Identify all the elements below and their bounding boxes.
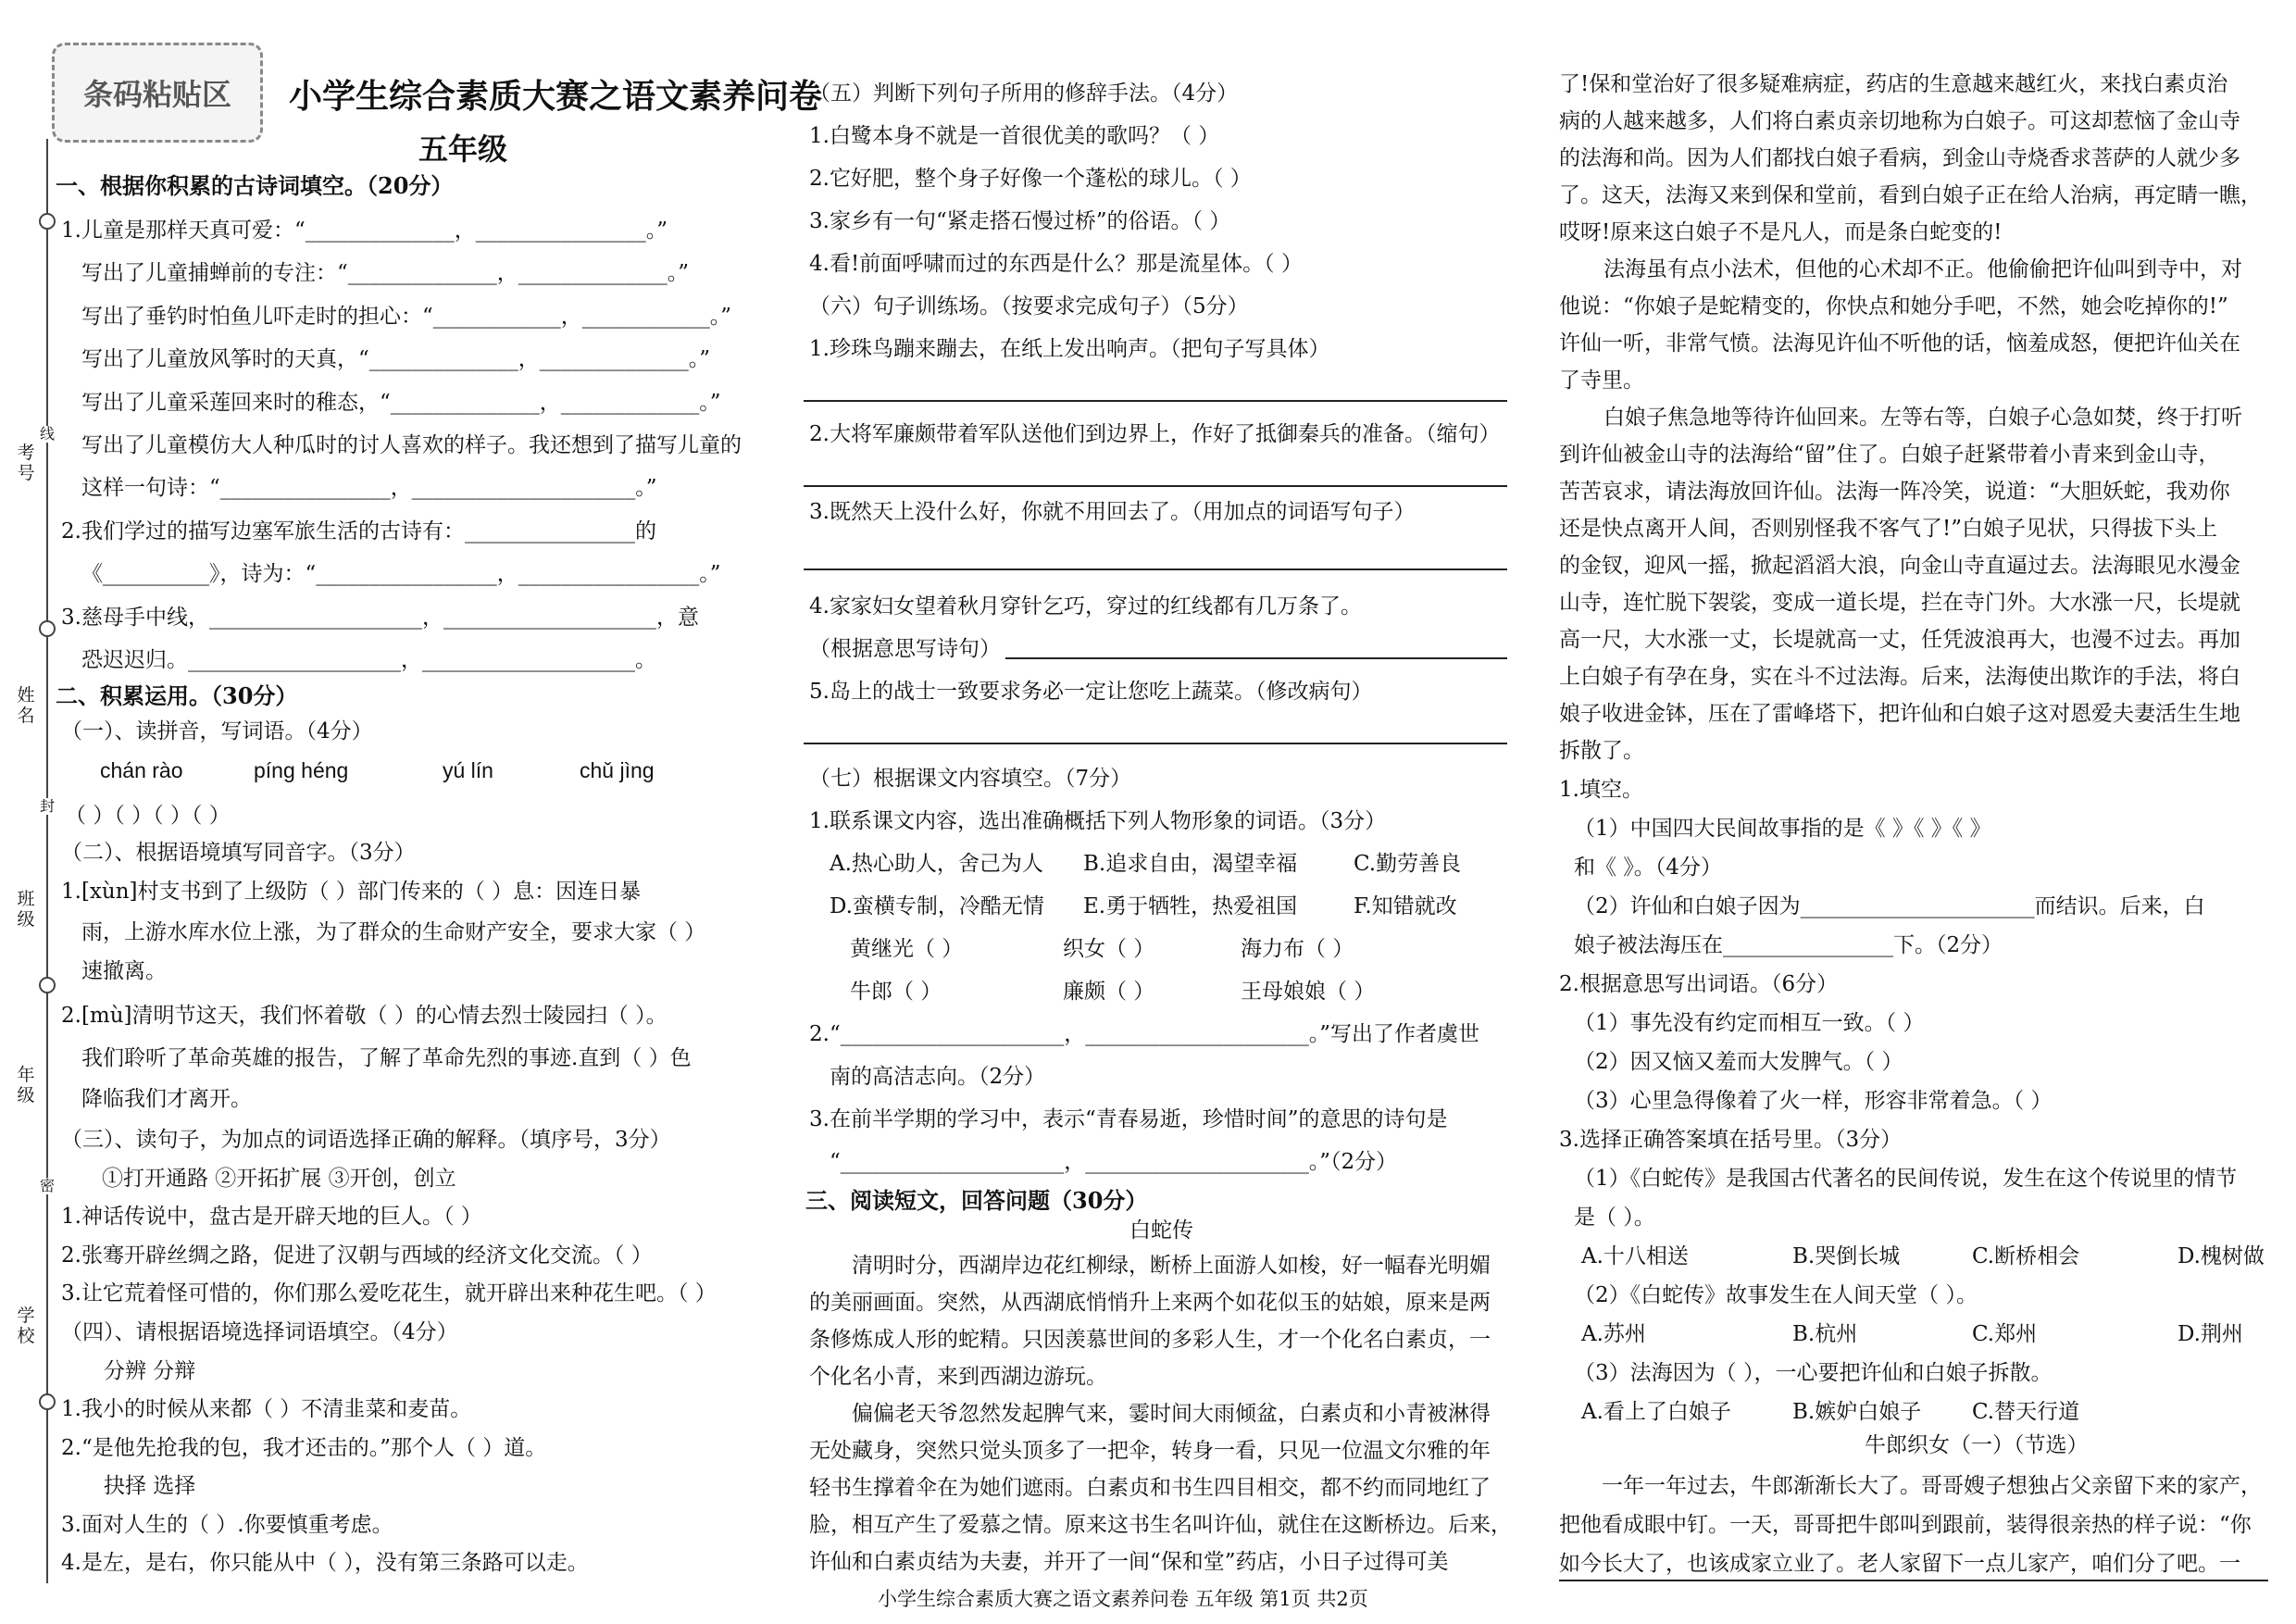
question-line: 3.让它荒着怪可惜的，你们那么爱吃花生，就开辟出来种花生吧。（ ） bbox=[61, 1281, 717, 1305]
passage-title: 牛郎织女（一）（节选） bbox=[1865, 1433, 2089, 1457]
subsection-heading: （二）、根据语境填写同音字。（3分） bbox=[61, 841, 416, 865]
binding-mark-line: 线 bbox=[40, 425, 56, 443]
subsection-heading: （六）句子训练场。（按要求完成句子）（5分） bbox=[809, 294, 1249, 319]
answer-line[interactable] bbox=[804, 400, 1507, 402]
question-line: 5.岛上的战士一致要求务必一定让您吃上蔬菜。（修改病句） bbox=[809, 680, 1373, 704]
option: D.蛮横专制，冷酷无情 bbox=[830, 894, 1044, 918]
passage-line: 无处藏身，突然只觉头顶多了一把伞，转身一看，只见一位温文尔雅的年 bbox=[809, 1439, 1491, 1463]
passage-line: 法海虽有点小法术，但他的心术却不正。他偷偷把许仙叫到寺中，对 bbox=[1603, 257, 2242, 281]
character-blank: 王母娘娘（ ） bbox=[1241, 980, 1376, 1004]
passage-line: 他说：“你娘子是蛇精变的，你快点和她分手吧，不然，她会吃掉你的!” bbox=[1559, 294, 2228, 319]
pinyin: píng héng bbox=[254, 758, 349, 782]
passage-line: 的金钗，迎风一摇，掀起滔滔大浪，向金山寺直逼过去。法海眼见水漫金 bbox=[1559, 554, 2240, 578]
question-line: 我们聆听了革命英雄的报告，了解了革命先烈的事迹.直到（ ）色 bbox=[81, 1046, 692, 1070]
question-line: 1.珍珠鸟蹦来蹦去，在纸上发出响声。（把句子写具体） bbox=[809, 337, 1330, 361]
question-line: （1）中国四大民间故事指的是《 》《 》《 》 bbox=[1574, 817, 1991, 841]
question-line: 1.填空。 bbox=[1559, 778, 1643, 802]
question-line: 3.慈母手中线，____________________，____________________，意 bbox=[61, 606, 699, 630]
passage-line: 条修炼成人形的蛇精。只因羡慕世间的多彩人生，才一个化名白素贞，一 bbox=[809, 1328, 1491, 1352]
binding-hole bbox=[39, 213, 56, 230]
option-line: ①打开通路 ②开拓扩展 ③开创，创立 bbox=[102, 1167, 456, 1191]
binding-line bbox=[46, 139, 48, 1583]
binding-mark-secret: 密 bbox=[40, 1177, 56, 1194]
character-blank: 黄继光（ ） bbox=[850, 937, 964, 961]
option: E.勇于牺牲，热爱祖国 bbox=[1083, 894, 1298, 918]
barcode-label: 条码粘贴区 bbox=[82, 77, 231, 112]
passage-line: 高一尺，大水涨一丈，长堤就高一丈，任凭波浪再大，也漫不过去。再加 bbox=[1559, 628, 2240, 652]
passage-line: 许仙和白素贞结为夫妻，并开了一间“保和堂”药店，小日子过得可美 bbox=[809, 1550, 1449, 1574]
passage-line: 如今长大了，也该成家立业了。老人家留下一点儿家产，咱们分了吧。一 bbox=[1559, 1552, 2240, 1576]
grade-label: 五年级 bbox=[418, 131, 508, 167]
question-line: 写出了垂钓时怕鱼儿吓走时的担心：“____________，____________。” bbox=[81, 305, 732, 329]
passage-line: 一年一年过去，牛郎渐渐长大了。哥哥嫂子想独占父亲留下来的家产， bbox=[1602, 1474, 2262, 1498]
question-line: 写出了儿童捕蝉前的专注：“______________，______________。” bbox=[81, 261, 690, 285]
passage-line: 脸，相互产生了爱慕之情。原来这书生名叫许仙，就住在这断桥边。后来， bbox=[809, 1513, 1512, 1537]
binding-hole bbox=[39, 620, 56, 637]
option: C.郑州 bbox=[1972, 1322, 2038, 1346]
pinyin: chán rào bbox=[100, 758, 183, 782]
option: D.槐树做 bbox=[2177, 1244, 2265, 1268]
question-line: 3.家乡有一句“紧走搭石慢过桥”的俗语。（ ） bbox=[809, 209, 1231, 233]
question-line: 2.它好肥，整个身子好像一个蓬松的球儿。（ ） bbox=[809, 167, 1252, 191]
section-heading: 三、阅读短文，回答问题（30分） bbox=[805, 1187, 1148, 1214]
page-title: 小学生综合素质大赛之语文素养问卷 bbox=[289, 78, 823, 116]
option: B.嫉妒白娘子 bbox=[1792, 1400, 1922, 1424]
answer-brackets: （ ）（ ）（ ）（ ） bbox=[65, 804, 231, 828]
passage-line: 了!保和堂治好了很多疑难病症，药店的生意越来越红火，来找白素贞治 bbox=[1559, 72, 2228, 96]
passage-line: 苦苦哀求，请法海放回许仙。法海一阵冷笑，说道：“大胆妖蛇，我劝你 bbox=[1559, 480, 2230, 504]
binding-label-school: 学校 bbox=[17, 1305, 35, 1346]
answer-line[interactable] bbox=[1005, 657, 1507, 659]
question-line: 雨，上游水库水位上涨，为了群众的生命财产安全，要求大家（ ） bbox=[81, 920, 706, 944]
passage-title: 白蛇传 bbox=[1129, 1218, 1193, 1243]
question-line: 3.选择正确答案填在括号里。（3分） bbox=[1559, 1128, 1903, 1152]
option: A.十八相送 bbox=[1581, 1244, 1689, 1268]
section-heading: 二、积累运用。（30分） bbox=[56, 682, 298, 709]
option: B.追求自由，渴望幸福 bbox=[1083, 852, 1298, 876]
question-line: 3.在前半学期的学习中，表示“青春易逝，珍惜时间”的意思的诗句是 bbox=[809, 1107, 1448, 1131]
question-line: 2.[mù]清明节这天，我们怀着敬（ ）的心情去烈士陵园扫（ ）。 bbox=[61, 1004, 668, 1028]
subsection-heading: （五）判断下列句子所用的修辞手法。（4分） bbox=[809, 81, 1239, 106]
option: C.断桥相会 bbox=[1972, 1244, 2080, 1268]
pinyin: yú lín bbox=[443, 758, 493, 782]
passage-line: 轻书生撑着伞在为她们遮雨。白素贞和书生四目相交，都不约而同地红了 bbox=[809, 1476, 1491, 1500]
character-blank: 海力布（ ） bbox=[1241, 937, 1354, 961]
binding-label-class: 班级 bbox=[17, 889, 35, 930]
subsection-heading: （三）、读句子，为加点的词语选择正确的解释。（填序号，3分） bbox=[61, 1128, 671, 1152]
question-line: 恐迟迟归。____________________，____________________。 bbox=[81, 648, 656, 672]
passage-line: 许仙一听，非常气愤。法海见许仙不听他的话，恼羞成怒，便把许仙关在 bbox=[1559, 331, 2240, 356]
question-line: 和《 》。（4分） bbox=[1574, 856, 1722, 880]
question-line: （2）许仙和白娘子因为______________________而结识。后来，白 bbox=[1574, 894, 2205, 918]
passage-line: 的法海和尚。因为人们都找白娘子看病，到金山寺烧香求菩萨的人就少多 bbox=[1559, 146, 2240, 170]
option: A.热心助人，舍己为人 bbox=[830, 852, 1043, 876]
section-heading: 一、根据你积累的古诗词填空。（20分） bbox=[56, 172, 454, 199]
question-line: 是（ ）。 bbox=[1574, 1206, 1655, 1230]
passage-line: 哎呀!原来这白娘子不是凡人，而是条白蛇变的! bbox=[1559, 220, 2003, 244]
option: F.知错就改 bbox=[1354, 894, 1457, 918]
question-line: 降临我们才离开。 bbox=[81, 1087, 252, 1111]
option: A.苏州 bbox=[1581, 1322, 1646, 1346]
binding-hole bbox=[39, 1393, 56, 1410]
passage-line: 上白娘子有孕在身，实在斗不过法海。后来，法海使出欺诈的手法，将白 bbox=[1559, 665, 2240, 689]
question-line: 1.[xùn]村支书到了上级防（ ）部门传来的（ ）息：因连日暴 bbox=[61, 880, 642, 904]
question-line: 1.联系课文内容，选出准确概括下列人物形象的词语。（3分） bbox=[809, 809, 1387, 833]
question-line: 南的高洁志向。（2分） bbox=[830, 1065, 1046, 1089]
answer-line[interactable] bbox=[804, 743, 1507, 744]
character-blank: 织女（ ） bbox=[1063, 937, 1155, 961]
option: D.荆州 bbox=[2177, 1322, 2243, 1346]
passage-line: 了寺里。 bbox=[1559, 369, 1644, 393]
answer-line[interactable] bbox=[804, 485, 1507, 487]
binding-hole bbox=[39, 977, 56, 993]
question-line: 4.看!前面呼啸而过的东西是什么？那是流星体。（ ） bbox=[809, 252, 1303, 276]
option: C.替天行道 bbox=[1972, 1400, 2080, 1424]
passage-line: 病的人越来越多，人们将白素贞亲切地称为白娘子。可这却惹恼了金山寺 bbox=[1559, 109, 2240, 133]
page-footer: 小学生综合素质大赛之语文素养问卷 五年级 第1页 共2页 bbox=[878, 1588, 1368, 1610]
passage-line: 拆散了。 bbox=[1559, 739, 1644, 763]
subsection-heading: （四）、请根据语境选择词语填空。（4分） bbox=[61, 1320, 458, 1344]
binding-mark-seal: 封 bbox=[40, 797, 56, 815]
answer-line[interactable] bbox=[804, 568, 1507, 570]
question-line: 3.面对人生的（ ）.你要慎重考虑。 bbox=[61, 1513, 393, 1537]
question-line: 《__________》，诗为：“_________________，_________________。” bbox=[81, 562, 721, 586]
question-line: 写出了儿童采莲回来时的稚态，“______________，_____________。” bbox=[81, 391, 721, 415]
binding-label-name: 姓名 bbox=[17, 685, 35, 726]
passage-line: 个化名小青，来到西湖边游玩。 bbox=[809, 1365, 1107, 1389]
barcode-area bbox=[52, 43, 263, 143]
question-line: 1.我小的时候从来都（ ）不清韭菜和麦苗。 bbox=[61, 1397, 472, 1421]
question-line: 1.神话传说中，盘古是开辟天地的巨人。（ ） bbox=[61, 1205, 482, 1229]
passage-line: 白娘子焦急地等待许仙回来。左等右等，白娘子心急如焚，终于打听 bbox=[1603, 406, 2242, 430]
question-line: 写出了儿童放风筝时的天真，“______________，______________。” bbox=[81, 347, 711, 371]
binding-label-grade: 年级 bbox=[17, 1065, 35, 1106]
character-blank: 牛郎（ ） bbox=[850, 980, 942, 1004]
question-line: 2.“是他先抢我的包，我才还击的。”那个人（ ）道。 bbox=[61, 1436, 547, 1460]
question-line: （2）《白蛇传》故事发生在人间天堂（ ）。 bbox=[1574, 1283, 1978, 1307]
question-line: 1.白鹭本身不就是一首很优美的歌吗？（ ） bbox=[809, 124, 1220, 148]
question-line: 2.我们学过的描写边塞军旅生活的古诗有：________________的 bbox=[61, 519, 656, 543]
question-line: 4.是左，是右，你只能从中（ ），没有第三条路可以走。 bbox=[61, 1551, 589, 1575]
option: A.看上了白娘子 bbox=[1581, 1400, 1731, 1424]
subsection-heading: （一）、读拼音，写词语。（4分） bbox=[61, 719, 373, 743]
character-blank: 廉颇（ ） bbox=[1063, 980, 1155, 1004]
question-line: （3）心里急得像着了火一样，形容非常着急。（ ） bbox=[1574, 1089, 2053, 1113]
question-line: （3）法海因为（ ），一心要把许仙和白娘子拆散。 bbox=[1574, 1361, 2053, 1385]
question-line: “_____________________，_____________________。”（2分） bbox=[830, 1150, 1398, 1174]
passage-line: 把他看成眼中钉。一天，哥哥把牛郎叫到跟前，装得很亲热的样子说：“你 bbox=[1559, 1513, 2252, 1537]
option: C.勤劳善良 bbox=[1354, 852, 1462, 876]
option: B.哭倒长城 bbox=[1792, 1244, 1901, 1268]
subsection-heading: （七）根据课文内容填空。（7分） bbox=[809, 767, 1132, 791]
question-line: （1）《白蛇传》是我国古代著名的民间传说，发生在这个传说里的情节 bbox=[1574, 1167, 2238, 1191]
question-line: 1.儿童是那样天真可爱：“______________，________________。” bbox=[61, 219, 668, 243]
passage-line: 还是快点离开人间，否则别怪我不客气了!”白娘子见状，只得拔下头上 bbox=[1559, 517, 2218, 541]
question-line: 2.“_____________________，_____________________。”写出了作者虞世 bbox=[809, 1022, 1479, 1046]
question-line: 2.张骞开辟丝绸之路，促进了汉朝与西域的经济文化交流。（ ） bbox=[61, 1243, 653, 1268]
question-line: （1）事先没有约定而相互一致。（ ） bbox=[1574, 1011, 1925, 1035]
pinyin: chǔ jìng bbox=[580, 758, 655, 782]
passage-line: 了。这天，法海又来到保和堂前，看到白娘子正在给人治病，再定睛一瞧， bbox=[1559, 183, 2262, 207]
question-line: 这样一句诗：“________________，_____________________。” bbox=[81, 476, 657, 500]
question-line: 写出了儿童模仿大人种瓜时的讨人喜欢的样子。我还想到了描写儿童的 bbox=[81, 433, 742, 457]
passage-line: 娘子收进金钵，压在了雷峰塔下，把许仙和白娘子这对恩爱夫妻活生生地 bbox=[1559, 702, 2240, 726]
question-line: 3.既然天上没什么好，你就不用回去了。（用加点的词语写句子） bbox=[809, 500, 1416, 524]
passage-underline bbox=[1559, 1580, 2268, 1581]
question-line: 4.家家妇女望着秋月穿针乞巧，穿过的红线都有几万条了。 bbox=[809, 594, 1362, 618]
question-line: （2）因又恼又羞而大发脾气。（ ） bbox=[1574, 1050, 1903, 1074]
passage-line: 的美丽画面。突然，从西湖底悄悄升上来两个如花似玉的姑娘，原来是两 bbox=[809, 1291, 1491, 1315]
passage-line: 到许仙被金山寺的法海给“留”住了。白娘子赶紧带着小青来到金山寺， bbox=[1559, 443, 2220, 467]
question-line: 2.根据意思写出词语。（6分） bbox=[1559, 972, 1839, 996]
passage-line: 山寺，连忙脱下袈裟，变成一道长堤，拦在寺门外。大水涨一尺，长堤就 bbox=[1559, 591, 2240, 615]
word-pair: 分辨 分辩 bbox=[104, 1359, 196, 1383]
question-line: 2.大将军廉颇带着军队送他们到边界上，作好了抵御秦兵的准备。（缩句） bbox=[809, 422, 1501, 446]
passage-line: 偏偏老天爷忽然发起脾气来，霎时间大雨倾盆，白素贞和小青被淋得 bbox=[852, 1402, 1491, 1426]
binding-label-exam-no: 考号 bbox=[17, 443, 35, 483]
question-line: 速撤离。 bbox=[81, 959, 167, 983]
word-pair: 抉择 选择 bbox=[104, 1474, 196, 1498]
option: B.杭州 bbox=[1792, 1322, 1858, 1346]
question-line: （根据意思写诗句） bbox=[809, 637, 1001, 661]
question-line: 娘子被法海压在________________下。（2分） bbox=[1574, 933, 2003, 957]
passage-line: 清明时分，西湖岸边花红柳绿，断桥上面游人如梭，好一幅春光明媚 bbox=[852, 1254, 1491, 1278]
